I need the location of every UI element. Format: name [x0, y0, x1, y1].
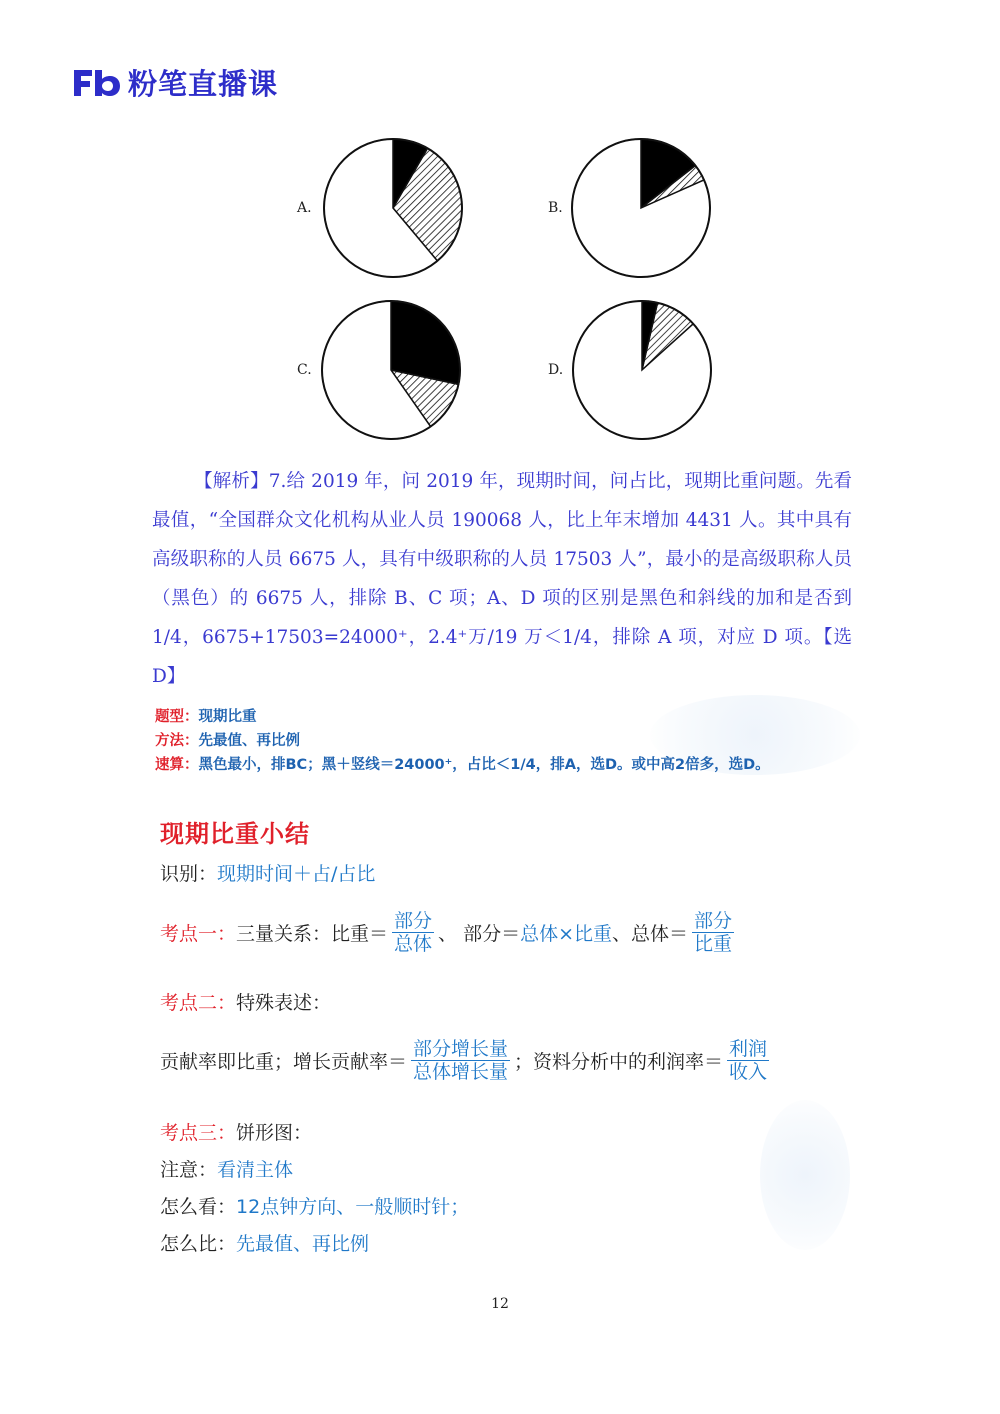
note-line: 注意： 看清主体: [160, 1159, 294, 1181]
how-compare-line: 怎么比： 先最值、再比例: [160, 1233, 370, 1255]
pie-d-slices: [573, 301, 711, 439]
brand-logo: [70, 62, 278, 103]
fraction-part-total: $\frac{\text{部分}}{\text{总体}}$: [394, 910, 433, 955]
fraction-growth: $\frac{\text{部分增长量}}{\text{总体增长量}}$: [413, 1038, 509, 1083]
tag-method: 方法：先最值、再比例: [155, 733, 300, 749]
pie-chart-a: [322, 137, 464, 279]
how-look-line: 怎么看： 12点钟方向、一般顺时针；: [160, 1196, 470, 1218]
tags-block: [155, 705, 770, 777]
pie-label-a: A.: [297, 200, 312, 216]
pie-label-d: D.: [548, 362, 564, 378]
pie-chart-d: [571, 299, 713, 441]
watermark-decoration: [760, 1100, 850, 1250]
pie-c-slices: [322, 301, 460, 439]
tag-calc: 速算：黑色最小，排BC；黑＋竖线＝24000⁺，占比＜1/4，排A，选D。或中高2倍多，选D。: [155, 757, 770, 773]
analysis-answer: 【选D】: [152, 627, 852, 687]
analysis-paragraph: [152, 462, 852, 696]
pie-label-b: B.: [548, 200, 563, 216]
summary-title: 现期比重小结: [160, 820, 310, 848]
analysis-tag: 【解析】: [194, 471, 269, 492]
pie-a-slices: [324, 139, 462, 277]
tag-type: 题型：现期比重: [155, 709, 257, 725]
identify-line: 识别： 现期时间＋占/占比: [160, 863, 376, 885]
pie-b-slices: [572, 139, 710, 277]
point-one-line: 考点一： 三量关系：比重＝ $\frac{\text{部分}}{\text{总体}}$ 、 部分＝ 总体×比重 、总体＝ $\frac{\text{部分}}{\text{比重}}$: [160, 910, 733, 955]
pie-chart-c: [320, 299, 462, 441]
page-number: 12: [491, 1296, 509, 1312]
analysis-text: 7.给 2019 年，问 2019 年，现期时间，问占比，现期比重问题。先看最值，“全国群众文化机构从业人员 190068 人，比上年末增加 4431 人。其中具有高级职称的人员 6675 人，具有中级职称的人员 17503 人”，最小的是高级职称人员（黑色）的 6675 人，排除 B、C 项；A、D 项的区别是黑色和斜线的加和是否到 1/4，6675+17503=24000⁺，2.4⁺万/19 万＜1/4，排除 A 项，对应 D 项。: [152, 471, 852, 648]
fb-logo-icon: [70, 66, 122, 100]
fraction-profit: $\frac{\text{利润}}{\text{收入}}$: [729, 1038, 768, 1083]
pie-chart-b: [570, 137, 712, 279]
pie-label-c: C.: [297, 362, 312, 378]
fraction-part-ratio: $\frac{\text{部分}}{\text{比重}}$: [694, 910, 733, 955]
logo-text: 粉笔直播课: [128, 67, 279, 101]
point-three-line: 考点三： 饼形图：: [160, 1122, 313, 1144]
contribution-line: 贡献率即比重；增长贡献率＝ $\frac{\text{部分增长量}}{\text{总体增长量}}$ ；资料分析中的利润率＝ $\frac{\text{利润}}{\text{收入}}$: [160, 1038, 768, 1083]
point-two-line: 考点二： 特殊表述：: [160, 992, 332, 1014]
